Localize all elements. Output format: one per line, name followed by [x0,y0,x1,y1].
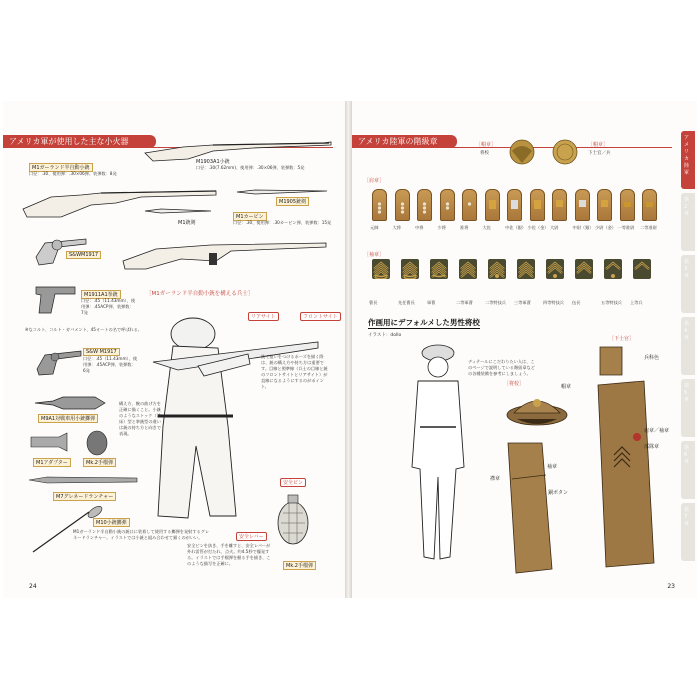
chapter-sidebar [681,131,695,565]
cap-insignia-left-label: 将校 [480,151,489,156]
patch-part: 部隊章 [644,444,660,450]
strap-insignia [466,199,473,209]
collar-part: 襟章 [490,476,501,482]
m1carbine-spec: 口径：.30、使用弾：.30カービン弾、装弾数：15発 [233,220,332,225]
cap-insignia-right-label: 下士官／兵 [588,151,611,156]
colt-note: ※なコルト、コルト・ガバメント、45オートの名で呼ばれる。 [25,327,142,332]
nco-rank-name: 先任曹長 [398,300,415,305]
nco-chevron [575,259,593,279]
rear-sight-label: リアサイト [248,312,279,321]
nco-rank-name: 二等特技兵 [485,300,506,305]
chapter-tab[interactable] [681,131,695,189]
strap-insignia [534,200,541,209]
nco-chevron [459,259,477,279]
nco-tag: ［下士官］ [609,336,635,342]
m7-name: M7グレネードランチャー [53,492,116,501]
m1903-name: M1903A1小銃 [196,159,230,165]
nco-rank-name: 軍曹 [427,300,436,305]
officer-rank-name: 准将 [460,225,469,230]
nco-rank-name: 五等特技兵 [601,300,622,305]
strap-insignia [511,200,518,209]
strap-insignia [601,200,608,207]
nco-chevron [488,259,506,279]
illustrator-credit: イラスト：dollo [368,333,402,338]
adapter-and-mk2-illustration [29,429,119,457]
left-page [3,101,345,598]
chapter-tab-label: アメリカ陸軍 [684,135,690,176]
section-header-insignia: アメリカ陸軍の階級章 [352,135,457,148]
officer-strap [620,189,635,221]
nco-chevron [546,259,564,279]
strap-insignia [646,202,653,207]
m1911-spec: 口径：.45（11.43mm）、使用弾：.45ACP弾、装弾数：7発 [81,298,136,315]
nco-chevron [430,259,448,279]
right-page [352,101,697,598]
strap-insignia [399,199,406,209]
officer-strap [642,189,657,221]
officer-rank-name: 大将 [392,225,401,230]
sw1917-revolver-illustration [31,227,91,267]
gold-part: 兵科色 [644,355,660,361]
m1905-name: M1905銃剣 [276,197,309,206]
officer-rank-name: 元帥 [370,225,379,230]
mk2-large-label: Mk.2手榴弾 [283,561,316,570]
sw1917-name: S&WM1917 [66,251,101,259]
m9a1-grenade-illustration [33,393,113,413]
section-header-firearms: アメリカ軍が使用した主な小火器 [3,135,156,148]
chapter-tab-label: 第6章 [684,445,690,465]
front-sight-label: フロントサイト [300,312,341,321]
cap-insignia-left-tag: ［帽章］ [476,142,497,148]
officer-subtitle: 作画用にデフォルメした男性将校 [368,318,480,327]
page-number-left: 24 [29,583,37,590]
sight-note: 銃で狙いをつけるポーズを描く際は、銃の構え方や持ち方は重要です。目線と照準線（兵士の目線と銃のフロントサイトとリアサイト）が直線になるようにするのがポイント。 [261,354,328,389]
nco-chevron [604,259,622,279]
officer-rank-name: 一等准尉 [617,225,635,230]
sleeve-part: 袖章 [547,464,558,470]
m1garand-name: M1ガーランド半自動小銃 [29,163,93,172]
officer-strap [575,189,590,221]
chapter-tab-label: 第3章 [684,259,690,279]
officer-strap [507,189,522,221]
officer-rank-name: 二等准尉 [640,225,657,230]
safety-lever-label: 安全レバー [236,532,267,541]
mk2-name: Mk.2手榴弾 [83,458,116,467]
officer-note: ディテールにこだわりたい人は、このページで説明している階級章などの各種装備を参考にしましょう。 [468,359,535,376]
m1-bayonet-illustration [143,205,213,217]
nco-chevron [401,259,419,279]
shoulder-tag: ［肩章］ [364,178,385,184]
m1carbine-name: M1カービン [233,212,267,221]
m1adapter-name: M1アダプター [33,458,71,467]
officer-strap [395,189,410,221]
strap-insignia [489,200,496,209]
stance-note: 構え方、腕の曲げ方を正確に描くこと。小銃のようなストック（銃床）型と拳銃型の違いは銃の持ち方と向きで表現。 [119,401,161,436]
m1911-pistol-illustration [33,283,79,315]
officer-strap [597,189,612,221]
nco-rank-name: 四等特技兵 [543,300,564,305]
nco-chevron [517,259,535,279]
rank-shoulder-part: 肩章／袖章 [644,428,670,434]
m1-bayonet-name: M1銃剣 [178,220,196,226]
nco-rank-name: 上等兵 [630,300,643,305]
m1911-name: M1911A1拳銃 [81,290,121,299]
officer-strap [440,189,455,221]
page-number-right: 23 [667,583,675,590]
officer-rank-name: 中将 [415,225,424,230]
cap-insignia-right-tag: ［帽章］ [588,142,609,148]
button-part: 銅ボタン [548,490,569,496]
chapter-tab-label: 第7章 [684,507,690,527]
strap-insignia [421,199,428,209]
safety-pin-label: 安全ピン [280,478,306,487]
chapter-tab-label: 第2章 [684,197,690,217]
enlisted-cap-badge-icon [550,137,580,167]
m1garand-spec: 口径：.30、使用弾：.30×06弾、装弾数：8発 [29,171,117,176]
chapter-tab[interactable] [681,441,695,499]
strap-insignia [376,199,383,209]
nco-jacket-illustration [592,345,662,575]
chapter-tab[interactable] [681,193,695,251]
officer-rank-name: 少将 [437,225,446,230]
launcher-note: M1ガーランド半自動小銃の銃口に装着して使用する擲弾を発射するグレネードランチャー。イラストでは小銃と組み合わせて描くのがいい。 [73,529,210,540]
sleeve-tag: ［袖章］ [364,252,385,258]
nco-rank-name: 二等軍曹 [456,300,473,305]
chapter-tab[interactable] [681,255,695,313]
chapter-tab-label: 第4章 [684,321,690,341]
nco-rank-name: 曹長 [369,300,378,305]
soldier-caption: ［M1ガーランド半自動小銃を構える兵士］ [146,291,254,297]
officer-strap [417,189,432,221]
officer-strap [372,189,387,221]
officer-strap [530,189,545,221]
officer-rank-name: 中尉（銀） [572,225,594,230]
m1carbine-illustration [121,231,331,271]
chapter-tab[interactable] [681,317,695,375]
officer-rank-name: 大尉 [550,225,559,230]
m1903-rifle-illustration [143,133,333,163]
grenade-note: 安全ピンを抜き、手を離すと、安全レバーが外れ雷管が打たれ、点火。約4.5秒で爆発する。イラストでは手榴弾を握る手を描き、このような描写を正確に。 [187,543,271,566]
strap-insignia [579,200,586,207]
strap-insignia [444,199,451,209]
strap-insignia [556,200,563,207]
nco-chevron [372,259,390,279]
officer-rank-name: 少尉（金） [595,225,616,230]
chapter-tab[interactable] [681,503,695,561]
nco-chevron [633,259,651,279]
officer-strap [485,189,500,221]
sw1917b-spec: 口径：.45（11.43mm）、使用弾：.45ACP弾、装弾数：6発 [83,356,138,373]
m9a1-name: M9A1対戦車用小銃擲弾 [38,414,98,423]
officer-tag: ［将校］ [504,381,525,387]
sw1917b-revolver-illustration [33,341,83,377]
mk2-grenade-illustration [273,489,313,549]
eagle-cap-badge-icon [507,137,537,167]
chapter-tab[interactable] [681,379,695,437]
nco-rank-name: 三等軍曹 [514,300,531,305]
chapter-tab-label: 第5章 [684,383,690,403]
officer-jacket-sleeve-illustration [502,439,562,579]
officer-strap [552,189,567,221]
book-gutter [345,101,352,598]
m10-name: M10小銃擲弾 [93,518,130,527]
nco-rank-name: 伍長 [572,300,581,305]
m1903-spec: 口径：.30(7.62mm)、使用弾：.30×06弾、装弾数：5発 [196,165,305,170]
cap-badge-part: 帽章 [561,384,572,390]
officer-rank-name: 少佐（金） [527,225,549,230]
strap-insignia [624,202,631,207]
officer-figure-illustration [396,337,476,567]
officer-strap [462,189,477,221]
officer-rank-name: 中佐（銀） [505,225,526,230]
sw1917b-name: S&W M1917 [83,348,120,356]
officer-rank-name: 大佐 [482,225,491,230]
officer-cap-illustration [502,383,572,433]
